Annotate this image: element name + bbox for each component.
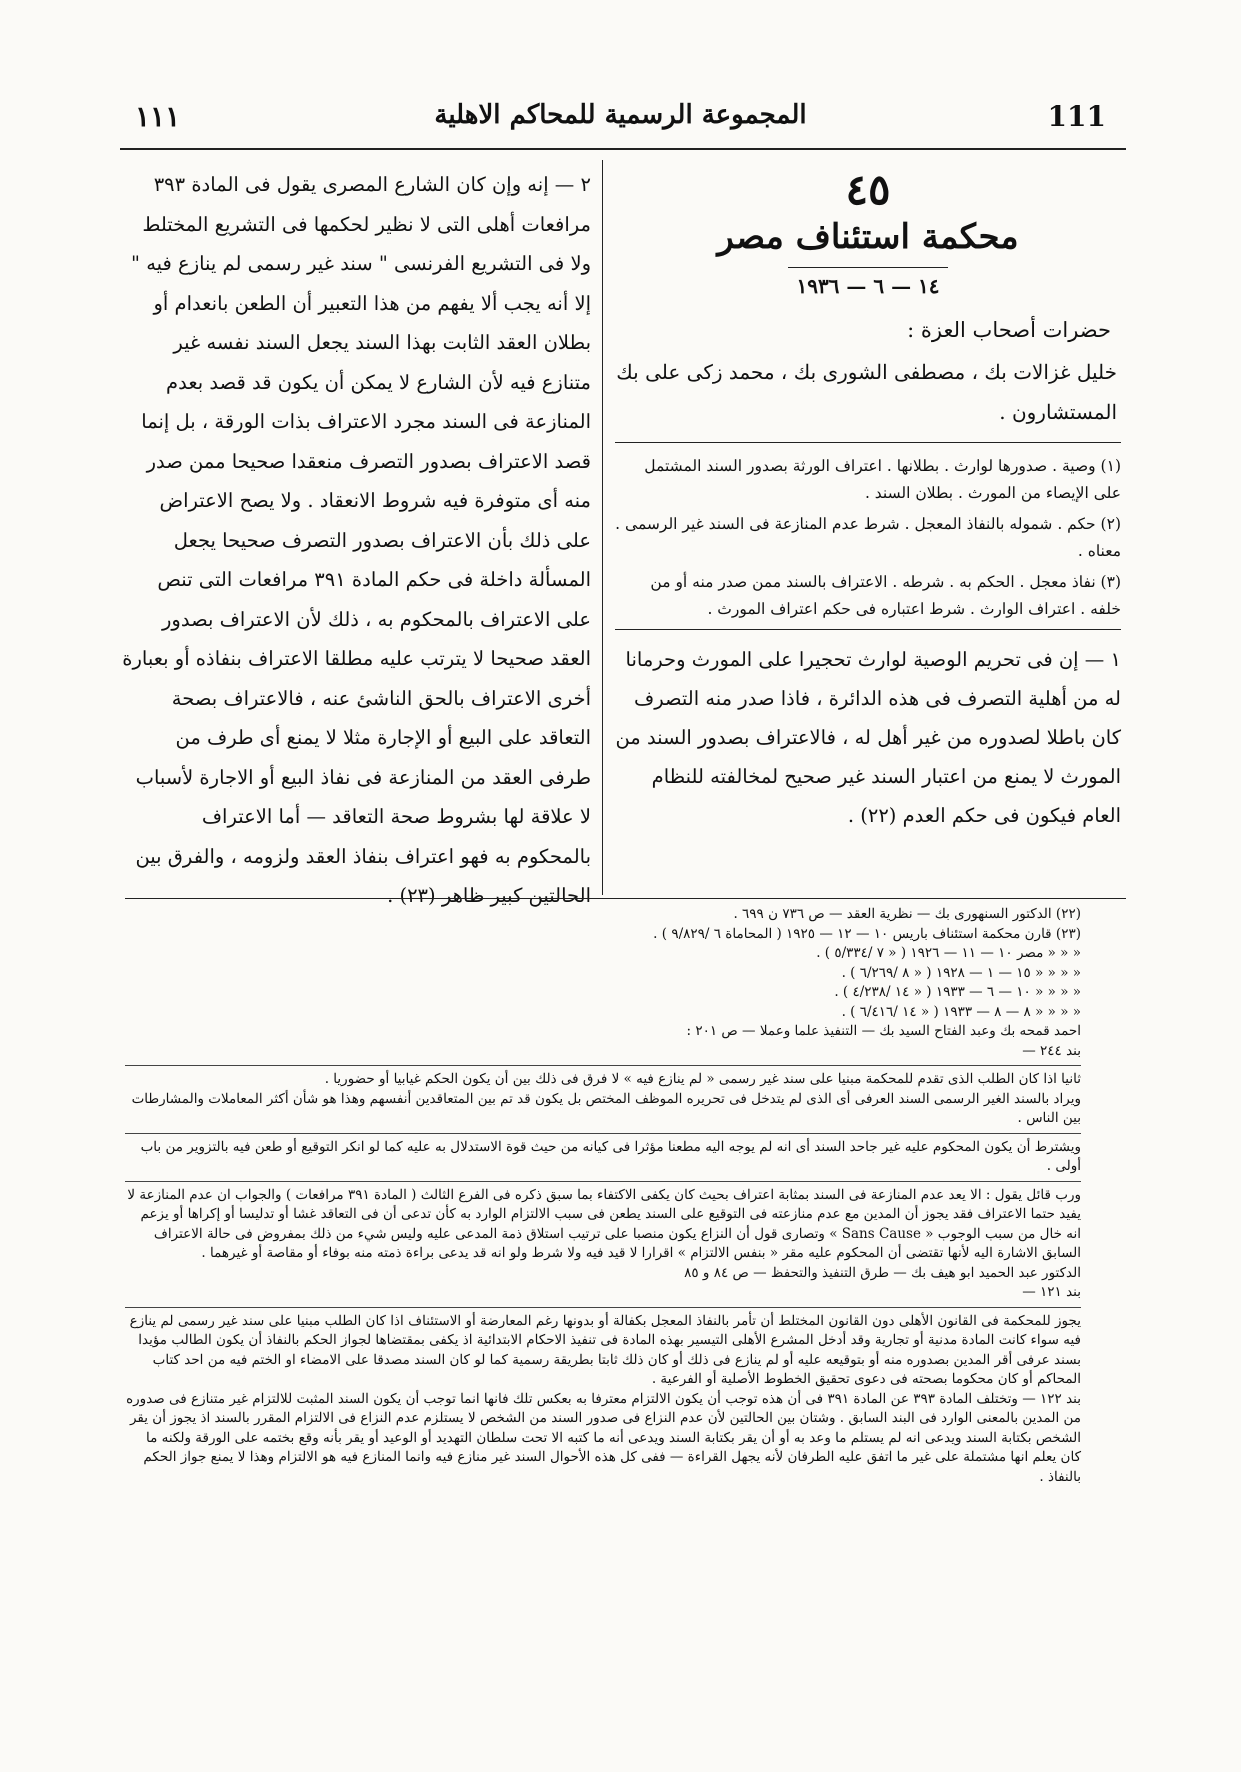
journal-title: المجموعة الرسمية للمحاكم الاهلية [434,100,807,130]
note-1: ثانيا اذا كان الطلب الذى تقدم للمحكمة مبنيا على سند غير رسمى « لم ينازع فيه » لا فرق فى ذلك بين أن يكون الحكم غيابيا أو حضوريا . [324,1071,1081,1087]
date-rule [788,267,948,268]
note-separator [125,1065,1081,1066]
reference-2: الدكتور عبد الحميد ابو هيف بك — طرق التنفيذ والتحفظ — ص ٨٤ و ٨٥ [684,1264,1081,1281]
headnote-3: (٣) نفاذ معجل . الحكم به . شرطه . الاعتراف بالسند ممن صدر منه أو من خلفه . اعتراف الوارث . شرط اعتباره فى حكم اعتراف المورث . [650,573,1121,618]
note-3: ويشترط أن يكون المحكوم عليه غير جاحد السند أى انه لم يوجه اليه مطعنا مؤثرا فى كيانه من حيث قوة الاستدلال به عليه كما لو انكر التوقيع أو طعن فيه بالتزوير من باب أولى . [140,1138,1081,1174]
note-separator [125,1133,1081,1134]
footnote-23-line: (٢٣) قارن محكمة استئناف باريس ١٠ — ١٢ — ١٩٢٥ ( المحاماة ٦ /٩/٨٢٩ ) . [653,925,1081,942]
court-name: محكمة استئناف مصر [717,217,1019,257]
left-column [122,165,591,916]
case-number: ٤٥ [845,165,891,214]
page-number-arabic: ١١١ [135,100,181,133]
body-paragraph-1: ١ — إن فى تحريم الوصية لوارث تحجيرا على المورث وحرمانا له من أهلية التصرف فى هذه الدائرة ، فاذا صدر منه التصرف كان باطلا لصدوره من غير أهل له ، فالاعتراف بصدور السند من المورث لا يمنع من اعتبار السند غير صحيح لمخالفته للنظام العام فيكون فى حكم العدم (٢٢) . [615,648,1121,827]
note-4: ورب قائل يقول : الا يعد عدم المنازعة فى السند بمثابة اعتراف بحيث كان يكفى الاكتفاء بما سبق ذكره فى الفرع الثالث ( المادة ٣٩١ مرافعات ) والجواب ان عدم المنازعة لا يفيد حتما الاعتراف فقد يجوز أن المدين مع عدم منازعته فى التوقيع على السند يطعن فى سبب الالتزام الوارد به كأن تدعى أن فى التعاقد غشا أو تدليسا أو إكراها أو يزعم انه خال من سبب الوجوب « Sans Cause » وتصارى قول أن النزاع يكون منصبا على ترتيب استلاق ذمة المدعى عليه وليس شيء من ذلك بمفروض فى حالة الاعتراف السابق الاشارة اليه لأنها تقتضى أن المحكوم عليه مقر « بنفس الالتزام » اقرارا لا قيد فيه ولا شرط ولو انه قد يدعى براءة ذمته منه بوفاء أو مقاصة أو غيرهما . [127,1186,1081,1261]
headnote-2: (٢) حكم . شموله بالنفاذ المعجل . شرط عدم المنازعة فى السند غير الرسمى . معناه . [615,515,1121,560]
footnotes-rule [125,898,1126,899]
headnotes-rule-top [615,442,1121,443]
headnotes-rule-bottom [615,629,1121,630]
footnote-23-line: « « « « ١٠ — ٦ — ١٩٣٣ ( « ١٤ /٤/٢٣٨ ) . [834,984,1081,1000]
footnote-22: (٢٢) الدكتور السنهورى بك — نظرية العقد — ص ٧٣٦ ن ٦٩٩ . [733,906,1081,922]
footnote-23-line: « « « مصر ١٠ — ١١ — ١٩٢٦ ( « ٧ /٥/٣٣٤ ) . [816,945,1081,961]
judgment-date: ١٤ — ٦ — ١٩٣٦ [796,274,940,298]
note-separator [125,1181,1081,1182]
header-rule [120,148,1126,150]
reference-1: احمد قمحه بك وعبد الفتاح السيد بك — التنفيذ علما وعملا — ص ٢٠١ : [686,1023,1081,1039]
footnotes [125,905,1081,1487]
footnote-23-line: « « « « ٨ — ٨ — ١٩٣٣ ( « ١٤ /٦/٤١٦ ) . [841,1003,1081,1020]
body-paragraph-2: ٢ — إنه وإن كان الشارع المصرى يقول فى المادة ٣٩٣ مرافعات أهلى التى لا نظير لحكمها فى التشريع المختلط ولا فى التشريع الفرنسى " سند غير رسمى لم ينازع فيه " إلا أنه يجب ألا يفهم من هذا التعبير أن الطعن بانعدام أو بطلان العقد الثابت بهذا السند يجعل السند نفسه غير متنازع فيه لأن الشارع لا يمكن أن يكون قد قصد بعدم المنازعة فى السند مجرد الاعتراف بذات الورقة ، بل إنما قصد الاعتراف بصدور التصرف منعقدا صحيحا ممن صدر منه أى متوفرة فيه شروط الانعقاد . ولا يصح الاعتراض على ذلك بأن الاعتراف بصدور التصرف صحيحا يجعل المسألة داخلة فى حكم المادة ٣٩١ مرافعات التى تنص على الاعتراف بالمحكوم به ، ذلك لأن الاعتراف بصدور العقد صحيحا لا يترتب عليه مطلقا الاعتراف بنفاذه أو بعبارة أخرى الاعتراف بالحق الناشئ عنه ، فالاعتراف بصحة التعاقد على البيع أو الإجارة مثلا لا يمنع أى طرف من طرفى العقد من المنازعة فى نفاذ البيع أو الاجارة لأسباب لا علاقة لها بشروط صحة التعاقد — أما الاعتراف بالمحكوم به فهو اعتراف بنفاذ العقد ولزومه ، والفرق بين الحالتين كبير ظاهر (٢٣) . [122,173,591,907]
judges-names: خليل غزالات بك ، مصطفى الشورى بك ، محمد زكى على بك المستشارون . [616,360,1117,424]
page-header [115,100,1126,145]
judges-heading: حضرات أصحاب العزة : [907,318,1111,342]
column-divider [602,160,603,895]
note-6: بند ١٢٢ — وتختلف المادة ٣٩٣ عن المادة ٣٩١ فى أن هذه توجب أن يكون الالتزام معترفا به بعكس تلك فانها انما توجب أن يكون السند المثبت للالتزام غير متنازع فى صدوره من المدين بالمعنى الوارد فى البند السابق . وشتان بين الحالتين لأن عدم النزاع فى صدور السند من الشخص لا يستلزم عدم النزاع فى الالتزام المقرر بالسند اذ يجوز أن يقر الشخص بكتابة السند ويدعى انه لم يستلم ما وعد به أو أن يقر بكتابة السند ويدعى أنه ما كتبه الا تحت سلطان التهديد أو الوعيد أو يقر بأنه وقع بختمه على الورقة ولكنه ما كان يعلم انها مشتملة على غير ما اتفق عليه الطرفان لأنه يجهل القراءة — ففى كل هذه الأحوال السند غير منازع فيه وانما المنازع فيه هو الالتزام وهذا لا يمنع جواز الحكم بالنفاذ . [126,1390,1081,1485]
footnote-23-line: « « « « ١٥ — ١ — ١٩٢٨ ( « ٨ /٦/٢٦٩ ) . [841,964,1081,981]
page-number-latin: 111 [1047,100,1106,133]
reference-1-section: بند ٢٤٤ — [1022,1042,1081,1059]
note-2: ويراد بالسند الغير الرسمى السند العرفى أى الذى لم يتدخل فى تحريره الموظف المختص بل يكون قد تم بين المتعاقدين أنفسهم وهذا هو شأن أكثر المعاملات والمشارطات بين الناس . [131,1090,1081,1126]
note-separator [125,1307,1081,1308]
headnote-1: (١) وصية . صدورها لوارث . بطلانها . اعتراف الورثة بصدور السند المشتمل على الإيصاء من المورث . بطلان السند . [644,457,1121,502]
right-column [615,165,1121,835]
note-5: يجوز للمحكمة فى القانون الأهلى دون القانون المختلط أن تأمر بالنفاذ المعجل بكفالة أو بدونها رغم المعارضة أو الاستئناف اذا كان الطلب مبنيا على سند غير رسمى لم ينازع فيه سواء كانت المادة مدنية أو تجارية وقد أدخل المشرع الأهلى التيسير بهذه المادة فى تنفيذ الاحكام الابتدائية اذ يكفى بمقتضاها لجواز الحكم بالنفاذ أن يكون الطالب مؤيدا بسند عرفى أقر المدين بصدوره منه أو بتوقيعه عليه أو لم ينازع فى ذلك أو كان ذلك ثابتا بطريقة رسمية كما لو كان السند مصدقا على الامضاء او الختم فيه من احد كتاب المحاكم أو كان محكوما بصحته فى دعوى تحقيق الخطوط الأصلية أو الفرعية . [129,1312,1081,1387]
reference-2-section: بند ١٢١ — [1022,1284,1081,1300]
